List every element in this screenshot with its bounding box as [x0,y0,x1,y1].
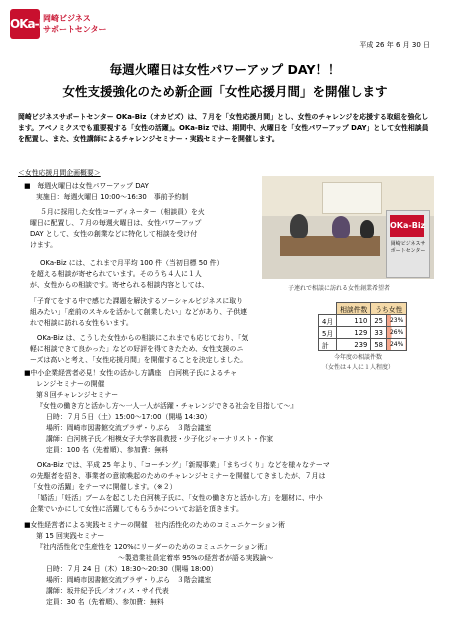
section3-venue: 場所：岡崎市図書館交流プラザ・りぶら ３階会議室 [46,576,212,584]
stats-pct: 24% [386,339,406,351]
section2-date: 日時：７月５日（土）15:00〜17:00（開場 14:30） [46,413,212,421]
section2-p-line: の先駆者を招き、事業者の意欲喚起のためのチャレンジセミナーを開催してきましたが、７月は [30,472,326,480]
section3-capacity: 定員：30 名（先着順）、参加費：無料 [46,598,164,606]
stats-row [319,315,407,327]
logo-line2: サポートセンター [43,25,107,34]
stats-total: 239 [337,339,371,351]
section1-p1-line: けます。 [30,241,58,249]
logo-line1: 岡崎ビジネス [43,14,91,23]
section3-date: 日時：７月 24 日（木）18:30〜20:30（開場 18:00） [46,565,218,573]
section2-theme: 『女性の働き方と活かし方〜一人一人が活躍・チャレンジできる社会を目指して〜』 [36,402,298,410]
okabiz-sign [386,210,430,278]
stats-header: うち女性 [371,303,407,315]
intro-paragraph: 岡崎ビジネスサポートセンター OKa-Biz（オカビズ）は、７月を「女性応援月間」とし、女性のチャレンジを応援する取組を強化します。アベノミクスでも重要視する「女性の活躍」。OKa-Biz では、期間中、火曜日を「女性パワーアップ DAY」として女性相談員を配置し、また、女性講師によるチャレンジセミナー・実践セミナーを開催します。 [18,113,429,143]
section1-p3-line: 軽に相談できて良かった」などの好評を得てきたため、女性支援のニ [30,345,244,353]
consultation-stats-table [318,302,407,351]
section3-heading: ■女性経営者による実践セミナーの開催 社内活性化のためのコミュニケーション術 [24,521,286,529]
section3-sub: 第 15 回実践セミナー [36,532,105,540]
title-line1: 毎週火曜日は女性パワーアップ DAY！！ [109,62,341,77]
section1-p3-line: れで相談に訪れる女性もいます。 [30,319,133,327]
section1-p2-line: を超える相談が寄せられています。そのうち４人に１人 [30,270,202,278]
sign-text: 岡崎ビジネスサポートセンター [390,241,426,254]
section2-p-line: 「女性の活躍」をテーマに開催します。（※２） [30,483,177,491]
section3-lecturer: 講師：坂井紀予氏／オフィス・サイ代表 [46,587,169,595]
consultation-photo [262,176,434,279]
section2-heading-cont: レンジセミナーの開催 [36,380,105,388]
stats-pct: 26% [386,327,406,339]
section1-p2-line: が、女性からの相談です。寄せられる相談内容としては、 [30,281,209,289]
stats-month: 計 [319,339,337,351]
stats-caption1: 今年度の相談件数 [334,354,383,361]
logo-badge: OKa-Biz [10,9,40,39]
stats-row [319,339,407,351]
document-date: 平成 26 年 6 月 30 日 [359,41,430,49]
title-line2: 女性支援強化のため新企画「女性応援月間」を開催します [62,84,388,99]
section1-p3-line: 「子育てをする中で感じた課題を解決するソーシャルビジネスに取り [30,297,243,305]
okabiz-logo [10,9,106,39]
section1-p1-line: 曜日に配置し、７月の毎週火曜日は、女性パワーアップ [30,219,202,227]
section1-p1-line: ５月に採用した女性コーディネーター（相談員）を火 [40,208,205,216]
section1-p3-line: OKa-Biz は、こうした女性からの相談にこれまでも応じており、「気 [30,334,249,342]
stats-pct: 23% [386,315,406,327]
photo-caption: 子連れで相談に訪れる女性創業希望者 [288,285,391,292]
section1-schedule: 実施日：毎週火曜日 10:00〜16:30 事前予約制 [36,193,189,201]
section2-heading: ■中小企業経営者必見！女性の活かし方講座 白河桃子氏によるチャ [24,369,238,377]
stats-total: 129 [337,327,371,339]
stats-women: 25 [371,315,387,327]
section3-theme: 『社内活性化で生産性を 120%にリーダーのためのコミュニケーション術』 [36,543,272,551]
stats-header: 相談件数 [337,303,371,315]
section2-p-line: 企業でいかにして女性に活躍してもらうかについてお話を頂きます。 [30,505,243,513]
section1-p3-line: 組みたい」「産前のスキルを活かして創業したい」などがあり、子供連 [30,308,247,316]
stats-row [319,327,407,339]
section2-p-line: OKa-Biz では、平成 25 年より、「コーチング」「新規事業」「まちづくり」などを様々なテーマ [30,461,330,469]
section2-venue: 場所：岡崎市図書館交流プラザ・りぶら ３階会議室 [46,424,212,432]
section1-p1-line: DAY として、女性の創業などに特化して相談を受け付 [30,230,198,238]
stats-women: 58 [371,339,387,351]
outline-heading: ＜女性応援月間企画概要＞ [18,169,101,177]
sign-badge: OKa-Biz [390,215,424,237]
stats-month: 4月 [319,315,337,327]
section2-sub: 第８回チャレンジセミナー [36,391,119,399]
section1-heading: ■ 毎週火曜日は女性パワーアップ DAY [24,182,149,190]
stats-caption2: （女性は４人に１人程度） [322,364,395,371]
stats-month: 5月 [319,327,337,339]
stats-total: 110 [337,315,371,327]
section3-theme2: 〜製造業社員定着率 95%の経営者が語る実践論〜 [118,554,274,562]
section2-p-line: 「婚活」「妊活」ブームを起こした白河桃子氏に、「女性の働き方と活かし方」を題材に、中小 [30,494,323,502]
section1-p3-line: ーズは高いと考え、「女性応援月間」を開催することを決定しました。 [30,356,248,364]
section2-capacity: 定員：100 名（先着順）、参加費：無料 [46,446,169,454]
stats-women: 33 [371,327,387,339]
section2-lecturer: 講師：白河桃子氏／相模女子大学客員教授・少子化ジャーナリスト・作家 [46,435,274,443]
section1-p2-line: OKa-Biz には、これまで月平均 100 件（当初目標 50 件） [40,259,224,267]
